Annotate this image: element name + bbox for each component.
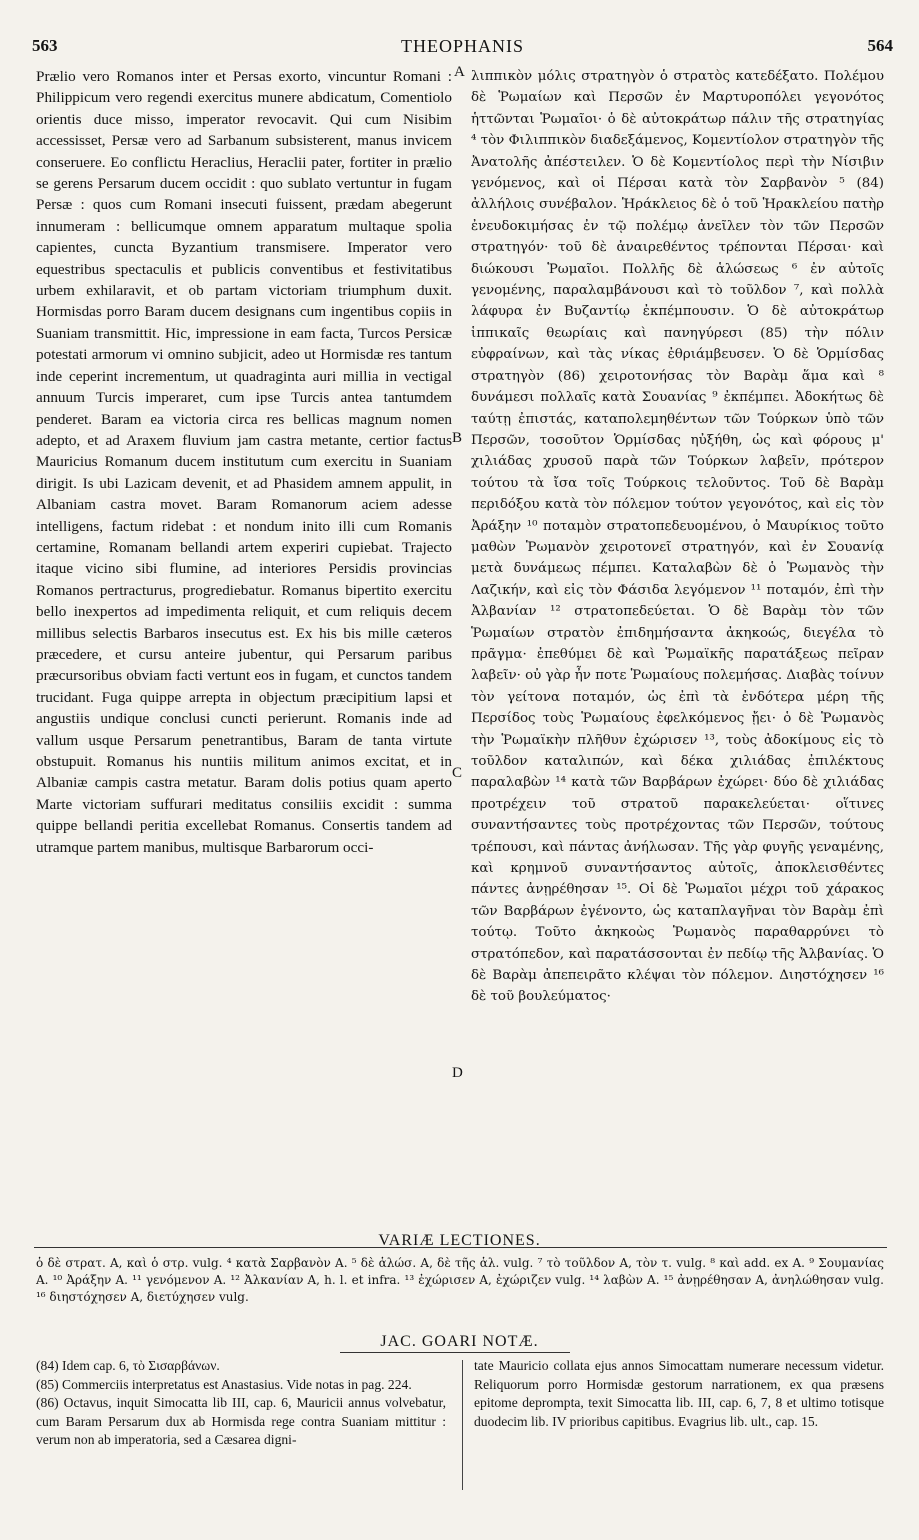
section-marker-b: B [452,430,463,446]
section-marker-d: D [452,1065,463,1081]
note-84: (84) Idem cap. 6, τὸ Σισαρβάνων. [36,1358,220,1373]
section-divider [34,1247,887,1248]
variae-lectiones-heading: VARIÆ LECTIONES. [378,1232,541,1249]
section-marker-a: A [454,64,465,80]
notes-column-divider [462,1360,463,1490]
variae-lectiones-text: ὁ δὲ στρατ. A, καὶ ὁ στρ. vulg. ⁴ κατὰ Σαρβανὸν A. ⁵ δὲ ἁλώσ. A, δὲ τῆς ἁλ. vulg. ⁷ τὸ τοῦλδον A, τὸν τ. vulg. ⁸ καὶ add. ex A. ⁹ Σουμανίας A. ¹⁰ Ἀράξην A. ¹¹ γενόμενον A. ¹² Ἀλκανίαν A, h. l. et infra. ¹³ ἐχώρισεν A, ἐχώριζεν vulg. ¹⁴ λαβὼν A. ¹⁵ ἀνῃρέθησαν A, ἀνηλώθησαν vulg. ¹⁶ διηστόχησεν A, διετύχησεν vulg. [36,1256,884,1304]
page-number-left: 563 [32,36,58,55]
section-marker-c: C [452,765,463,781]
notes-heading: JAC. GOARI NOTÆ. [380,1333,539,1350]
note-85: (85) Commerciis interpretatus est Anastasius. Vide notas in pag. 224. [36,1376,412,1392]
greek-column: λιππικὸν μόλις στρατηγὸν ὁ στρατὸς κατεδέξατο. Πολέμου δὲ Ῥωμαίων καὶ Περσῶν ἐν Μαρτυροπόλει γεγονότος ἡττῶνται Ῥωμαῖοι· ὁ δὲ αὐτοκράτωρ πάλιν τῆς στρατηγίας ⁴ τὸν Φιλιππικὸν διαδεξάμενος, Κομεντίολον στρατηγὸν τῆς Ἀνατολῆς ἀπέστειλεν. Ὁ δὲ Κομεντίολος περὶ τὴν Νίσιβιν γενόμενος, καὶ οἱ Πέρσαι κατὰ τὸν Σαρβανὸν ⁵ (84) ἀλλήλοις συνέβαλον. Ἡράκλειος δὲ ὁ τοῦ Ἡρακλείου πατὴρ ἐνευδοκιμήσας ἐν τῷ πολέμῳ ἀνεῖλεν τὸν τῶν Περσῶν στρατηγόν· τοῦ δὲ ἀναιρεθέντος τρέπονται Πέρσαι· καὶ διώκουσι Ῥωμαῖοι. Πολλῆς δὲ ἁλώσεως ⁶ ἐν αὐτοῖς γενομένης, παραλαμβάνουσι καὶ τὸ τοῦλδον ⁷, καὶ πολλὰ λάφυρα ἐν Βυζαντίῳ ἐκπέμπουσιν. Ὁ δὲ αὐτοκράτωρ ἱππικαῖς θεωρίαις καὶ πανηγύρεσι (85) τὴν πόλιν εὐφραίνων, καὶ τὰς νίκας ἐθριάμβευσεν. Ὁ δὲ Ὁρμίσδας στρατηγὸν (86) χειροτονήσας τὸν Βαρὰμ ἅμα καὶ ⁸ δυνάμεσι πολλαῖς κατὰ Σουανίας ⁹ ἐκπέμπει. Ἀδοκήτως δὲ ταύτῃ ἐπιστάς, καταπολεμηθέντων τῶν Τούρκων ὑπὸ τῶν Περσῶν, τοσοῦτον Ὁρμίσδας ηὐξήθη, ὡς καὶ φόρους μ' χιλιάδας χρυσοῦ παρὰ τῶν Τούρκων λαβεῖν, πρότερον τούτου τὰ ἴσα τοῖς Τούρκοις τελοῦντος. Τοῦ δὲ Βαρὰμ περιδόξου κατὰ τὸν πόλεμον τούτον γεγονότος, καὶ εἰς τὸν Ἀράξην ¹⁰ ποταμὸν στρατοπεδευομένου, ὁ Μαυρίκιος τοῦτο μαθὼν Ῥωμανὸν χειροτονεῖ στρατηγόν, καὶ ἐν Σουανίᾳ μετὰ δυνάμεως πέμπει. Καταλαβὼν δὲ ὁ Ῥωμανὸς τὴν Λαζικήν, καὶ εἰς τὸν Φάσιδα λεγόμενον ¹¹ ποταμόν, ἐπὶ τὴν Ἀλβανίαν ¹² στρατοπεδεύεται. Ὁ δὲ Βαρὰμ τὸν τῶν Ῥωμαίων στρατὸν ἐπιδημήσαντα ἀκηκοώς, διεγέλα τὸ πρᾶγμα· ἐπεθύμει δὲ καὶ Ῥωμαϊκῆς παρατάξεως πεῖραν λαβεῖν· οὐ γὰρ ἦν ποτε Ῥωμαίους πολεμήσας. Διαβὰς τοίνυν τὸν γείτονα ποταμόν, ὡς ἐπὶ τὰ ἐνδότερα μέρη τῆς Περσίδος τοὺς Ῥωμαίους ἐφελκόμενος ᾔει· ὁ δὲ Ῥωμανὸς τὴν Ῥωμαϊκὴν πλῆθυν ἐχώρισεν ¹³, τοὺς ἀδοκίμους εἰς τὸ τοῦλδον καταλιπών, καὶ δέκα χιλιάδας ἐπιλέκτους παραλαβὼν ¹⁴ κατὰ τῶν Βαρβάρων ἐχώρει· δύο δὲ χιλιάδας προτρέχειν τοῦ στρατοῦ παρακελεύεται· οἵτινες συναντήσαντες τοὺς προτρέχοντας τῶν Περσῶν, τούτους τρέπουσι, καὶ πάντας ἀνήλωσαν. Τῆς γὰρ φυγῆς γεναμένης, καὶ κρημνοῦ συναντήσαντος αὐτοῖς, ἀποκλεισθέντες πάντες ἀνῃρέθησαν ¹⁵. Οἱ δὲ Ῥωμαῖοι μέχρι τοῦ χάρακος τῶν Βαρβάρων ἐγένοντο, ὡς καταπλαγῆναι τὸν Βαρὰμ ἐπὶ τούτῳ. Τοῦτο ἀκηκοὼς Ῥωμανὸς παραθαρρύνει τὸ στρατόπεδον, καὶ παρατάσσονται ἐν πεδίῳ τῆς Ἀλβανίας. Ὁ δὲ Βαρὰμ ἀπεπειρᾶτο κλέψαι τὸν πόλεμον. Διηστόχησεν ¹⁶ δὲ τοῦ βουλεύματος· [471,69,884,1005]
page-number-right: 564 [867,36,893,55]
notes-right-column: tate Mauricio collata ejus annos Simocattam numerare necessum videtur. Reliquorum porro Hormisdæ gestorum narrationem, ex qua præsens epitome deprompta, texit Simocatta lib. III, cap. 6, 7, 8 et ultimo totisque duodecim lib. IV prioribus capitibus. Evagrius lib. ult., cap. 15. [474,1358,884,1429]
latin-column: Prælio vero Romanos inter et Persas exorto, vincuntur Romani : Philippicum vero regendi exercitus munere abdicatum, Comentiolo orientis duce misso, imperator revocavit. Qui cum Nisibim accessisset, Persæ vero ad Sarbanum subsisterent, manus invicem conseruere. Eo conflictu Heraclius, Heraclii pater, fortiter in prælio se gerens Persarum ducem occidit : quo sublato vertuntur in fugam Persæ : quos cum Romani insecuti fuissent, prædam abegerunt innumeram : bellicumque omnem apparatum multaque spolia capientes, cuncta Byzantium transmisere. Imperator vero equestribus spectaculis et publicis conventibus et festivitatibus urbem exhilaravit, et ob partam victoriam triumphum duxit. Hormisdas porro Baram ducem designans cum ingentibus copiis in Suaniam transmittit. Hic, impressione in eam facta, Turcos Persicæ potestati armorum vi omnino subjicit, adeo ut Hormisdæ res tantum inde ceperint incrementum, ut quadraginta auri millia in vectigal annuum Turcis imperaret, cum ipse Turcis antea tantumdem penderet. Baram ea victoria circa res bellicas magnum nomen adepto, et ad Araxem fluvium jam castra metante, certior factus Mauricius Romanum ducem institutum cum exercitu in Suaniam dirigit. Is ubi Lazicam devenit, et ad Phasidem amnem appulit, in Albaniam castra movet. Baram Romanorum aciem adesse intelligens, factum ridebat : et nondum inito illi cum Romanis certamine, Romanam bellandi artem experiri cupiebat. Trajecto itaque vicino sibi flumine, ad interiores Persidis provincias Romanos pertracturus, progrediebatur. Romanus bipertito exercitu bello inexpertos ad impedimenta reliquit, et cum reliquis decem millibus selectis Barbaros insecutus est. Ex his bis mille cæteros præcedere, et cursu anteire jubentur, qui Persarum paribus præcursoribus obviam facti vertunt eos in fugam, et cunctos tandem trucidant. Fuga quippe arrepta in objectum præcipitium lapsi et angustiis undique conclusi cuncti perierunt. Romanis inde ad vallum usque Persarum penetrantibus, Baram de tanta virtute obstupuit. Romanus his nuntiis militum animos excitat, et in Albaniæ campis castra metatur. Baram dolis potius quam aperto Marte victoriam suffurari meditatus consiliis excidit : summa quippe bellandi peritia excellebat Romanus. Consertis tandem ad utramque partem manibus, multisque Barbarorum occi- [36,68,452,856]
notes-left-column [36,1357,446,1450]
notes-divider [340,1352,570,1353]
running-header [32,36,893,60]
note-86: (86) Octavus, inquit Simocatta lib III, cap. 6, Mauricii annus volvebatur, cum Baram Persarum dux ab Hormisda rege contra Suaniam mittitur : verum non ab imperatoria, sed a Cæsarea digni- [36,1395,446,1447]
page-title: THEOPHANIS [400,36,524,56]
